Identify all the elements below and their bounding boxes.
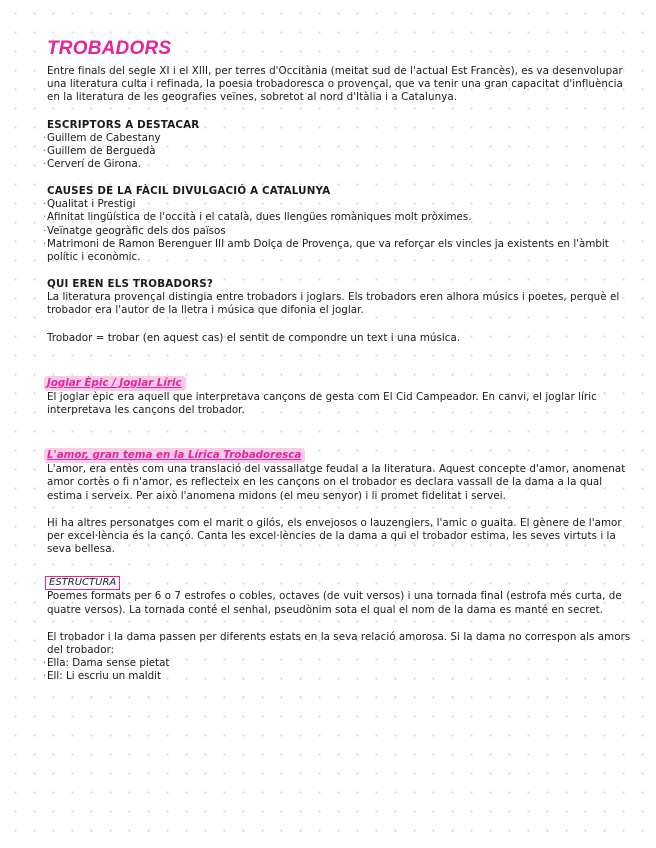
causes-list: [43, 198, 633, 264]
list-item: [43, 657, 633, 670]
list-item-text: Ell: Li escriu un maldit: [47, 670, 162, 683]
bullet-icon: ·: [43, 224, 47, 237]
joglar-paragraph: El joglar èpic era aquell que interpretava cançons de gesta com El Cid Campeador. En canvi, el joglar líric interpretava les cançons del trobador.: [47, 390, 597, 417]
list-item: [43, 144, 633, 158]
bullet-icon: ·: [43, 237, 47, 250]
estructura-list: [43, 657, 633, 683]
list-item-text: Qualitat i Prestigi: [47, 198, 136, 211]
list-item: [43, 131, 633, 145]
list-item-text: Cerverí de Girona.: [47, 158, 141, 171]
escriptors-list: [43, 131, 633, 172]
causes-heading: CAUSES DE LA FÀCIL DIVULGACIÓ A CATALUNYA: [47, 185, 331, 198]
list-item: [43, 670, 633, 683]
bullet-icon: ·: [43, 144, 47, 157]
document-page: [43, 38, 633, 684]
qui-paragraph: La literatura provençal distingia entre trobadors i joglars. Els trobadors eren alhora músics i poetes, perquè el trobador era l'autor de la lletra i música que difonia el joglar.: [47, 291, 620, 317]
estructura-tag: ESTRUCTURA: [45, 576, 120, 590]
amor-tag: L'amor, gran tema en la Lírica Trobadoresca: [44, 448, 305, 463]
list-item: [43, 237, 633, 264]
joglar-tag: Joglar Èpic / Joglar Líric: [44, 376, 186, 391]
list-item-text: Afinitat lingüística de l'occità i el català, dues llengües romàniques molt pròximes.: [47, 211, 472, 224]
page-title: TROBADORS: [47, 38, 172, 59]
bullet-icon: ·: [43, 158, 47, 171]
bullet-icon: ·: [43, 131, 47, 144]
bullet-icon: ·: [43, 670, 47, 683]
list-item: [43, 158, 633, 171]
list-item: [43, 211, 633, 224]
list-item-text: Guillem de Berguedà: [47, 144, 156, 157]
trobador-definition: Trobador = trobar (en aquest cas) el sentit de compondre un text i una música.: [47, 331, 461, 344]
amor-paragraph-1: L'amor, era entès com una translació del vassallatge feudal a la literatura. Aquest concepte d'amor, anomenat amor cortès o fi n'amor, es reflecteix en les cançons on el trobador es declara vassall de la dama a la qual estima i serveix. Per això l'anomena midons (el meu senyor) i li promet fidelitat i servei.: [47, 463, 626, 502]
bullet-icon: ·: [43, 198, 47, 211]
list-item-text: Veïnatge geogràfic dels dos països: [47, 224, 226, 237]
list-item-text: Guillem de Cabestany: [47, 131, 161, 144]
list-item-text: Ella: Dama sense pietat: [47, 657, 170, 670]
intro-paragraph: Entre finals del segle XI i el XIII, per terres d'Occitània (meitat sud de l'actual Est Francès), es va desenvolupar una literatura culta i refinada, la poesia trobadoresca o provençal, que va tenir una gran capacitat d'influència en la literatura de les geografies veïnes, sobretot al nord d'Itàlia i a Catalunya.: [47, 65, 623, 104]
list-item: [43, 224, 633, 238]
estructura-paragraph-1: Poemes formats per 6 o 7 estrofes o cobles, octaves (de vuit versos) i una tornada final (estrofa més curta, de quatre versos). La tornada conté el senhal, pseudònim sota el qual el nom de la dama es manté en secret.: [47, 590, 622, 616]
bullet-icon: ·: [43, 657, 47, 670]
escriptors-heading: ESCRIPTORS A DESTACAR: [47, 118, 200, 131]
amor-paragraph-2: Hi ha altres personatges com el marit o gilós, els envejosos o lauzengiers, l'amic o guaita. El gènere de l'amor per excel·lència és la cançó. Canta les excel·lències de la dama a qui el trobador estima, les seves virtuts i la seva bellesa.: [47, 516, 622, 556]
list-item-text: Matrimoni de Ramon Berenguer III amb Dolça de Provença, que va reforçar els vincles ja existents en l'àmbit polític i econòmic.: [47, 237, 609, 264]
qui-heading: QUI EREN ELS TROBADORS?: [47, 278, 214, 291]
estructura-paragraph-2: El trobador i la dama passen per diferents estats en la seva relació amorosa. Si la dama no correspon als amors del trobador:: [47, 630, 631, 657]
list-item: [43, 198, 633, 211]
bullet-icon: ·: [43, 211, 47, 224]
